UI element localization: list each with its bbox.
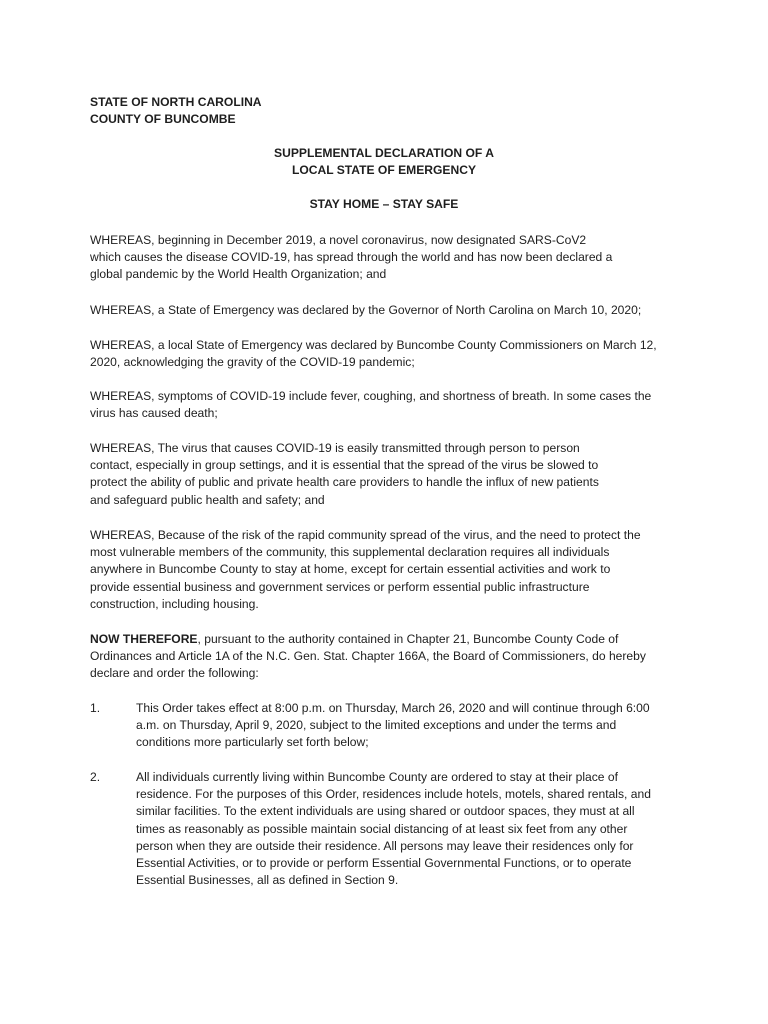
paragraph-line: WHEREAS, a State of Emergency was declared by the Governor of North Carolina on March 10, 2020;: [90, 303, 642, 317]
item-number: 2.: [90, 770, 101, 784]
now-therefore-rest: , pursuant to the authority contained in Chapter 21, Buncombe County Code of: [197, 632, 619, 646]
item-line: residence. For the purposes of this Order, residences include hotels, motels, shared rentals, and: [136, 787, 651, 802]
paragraph-line: provide essential business and government services or perform essential public infrastructure: [90, 579, 590, 594]
paragraph-line: anywhere in Buncombe County to stay at home, except for certain essential activities and work to: [90, 562, 611, 577]
paragraph-line: WHEREAS, symptoms of COVID-19 include fever, coughing, and shortness of breath. In some cases the: [90, 389, 652, 403]
paragraph-line: most vulnerable members of the community, this supplemental declaration requires all individuals: [90, 545, 610, 560]
whereas-paragraph: [90, 337, 690, 371]
state-heading: STATE OF NORTH CAROLINA: [90, 95, 262, 109]
item-line: All individuals currently living within Buncombe County are ordered to stay at their place of: [136, 770, 618, 784]
item-number: 1.: [90, 701, 101, 715]
paragraph-line: [90, 631, 690, 648]
document-subtitle: [0, 196, 768, 213]
item-line: times as reasonably as possible maintain social distancing of at least six feet from any other: [136, 821, 628, 836]
paragraph-line: Ordinances and Article 1A of the N.C. Gen. Stat. Chapter 166A, the Board of Commissioners, do hereby: [90, 649, 646, 664]
paragraph-line: WHEREAS, beginning in December 2019, a novel coronavirus, now designated SARS-CoV2: [90, 233, 587, 247]
item-line: conditions more particularly set forth below;: [136, 735, 369, 750]
item-line: Essential Businesses, all as defined in Section 9.: [136, 873, 399, 888]
order-item: [136, 769, 696, 889]
paragraph-line: 2020, acknowledging the gravity of the COVID-19 pandemic;: [90, 355, 415, 370]
whereas-paragraph: [90, 388, 690, 422]
whereas-paragraph: [90, 302, 690, 319]
paragraph-line: declare and order the following:: [90, 666, 259, 681]
paragraph-line: contact, especially in group settings, and it is essential that the spread of the virus be slowed to: [90, 458, 599, 473]
paragraph-line: WHEREAS, Because of the risk of the rapid community spread of the virus, and the need to protect the: [90, 528, 641, 542]
whereas-paragraph: [90, 527, 690, 613]
title-line-1: SUPPLEMENTAL DECLARATION OF A: [274, 146, 494, 160]
paragraph-line: and safeguard public health and safety; and: [90, 492, 325, 507]
item-line: a.m. on Thursday, April 9, 2020, subject to the limited exceptions and under the terms and: [136, 718, 617, 733]
title-line-2: LOCAL STATE OF EMERGENCY: [291, 163, 477, 178]
order-item: [136, 700, 696, 752]
paragraph-line: global pandemic by the World Health Organization; and: [90, 267, 387, 282]
paragraph-line: virus has caused death;: [90, 406, 218, 421]
now-therefore-lead: NOW THEREFORE: [90, 632, 198, 646]
jurisdiction-heading: [90, 94, 262, 128]
document-title: [0, 145, 768, 179]
item-line: This Order takes effect at 8:00 p.m. on Thursday, March 26, 2020 and will continue through 6:00: [136, 701, 650, 715]
whereas-paragraph: [90, 232, 690, 284]
now-therefore-paragraph: [90, 631, 690, 683]
subtitle-text: STAY HOME – STAY SAFE: [309, 197, 459, 211]
whereas-paragraph: [90, 440, 690, 509]
paragraph-line: construction, including housing.: [90, 596, 259, 611]
item-line: Essential Activities, or to provide or perform Essential Governmental Functions, or to operate: [136, 856, 632, 871]
paragraph-line: WHEREAS, a local State of Emergency was declared by Buncombe County Commissioners on March 12,: [90, 338, 657, 352]
item-line: similar facilities. To the extent individuals are using shared or outdoor spaces, they must at all: [136, 804, 635, 819]
paragraph-line: WHEREAS, The virus that causes COVID-19 is easily transmitted through person to person: [90, 441, 580, 455]
item-line: person when they are outside their residence. All persons may leave their residences only for: [136, 838, 634, 853]
paragraph-line: protect the ability of public and private health care providers to handle the influx of new patients: [90, 475, 599, 490]
paragraph-line: which causes the disease COVID-19, has spread through the world and has now been declared a: [90, 250, 613, 265]
county-heading: COUNTY OF BUNCOMBE: [90, 112, 236, 127]
